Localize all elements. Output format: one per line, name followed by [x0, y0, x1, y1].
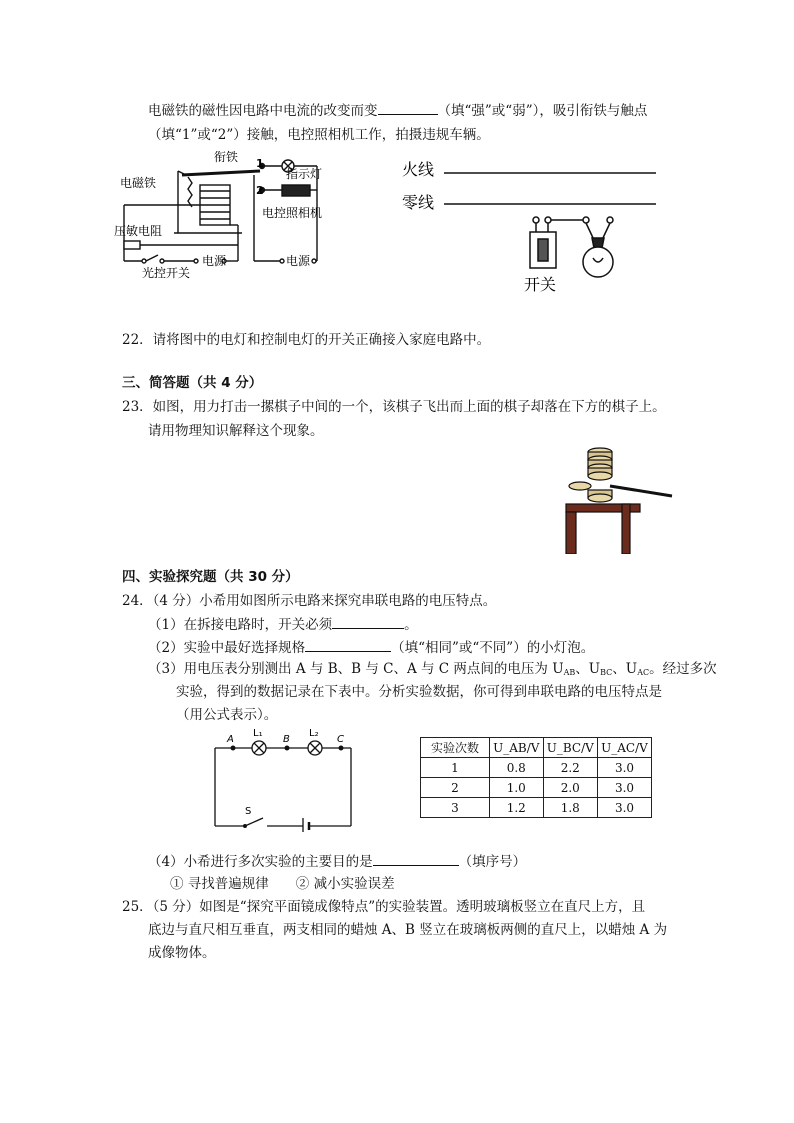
q24-intro: 24．（4 分）小希用如图所示电路来探究串联电路的电压特点。 [122, 593, 497, 609]
label-lamp-l2: L₂ [309, 728, 319, 739]
label-live-wire: 火线 [402, 160, 435, 179]
q24-options: ① 寻找普遍规律 ② 减小实验误差 [170, 876, 395, 892]
answer-blank-3[interactable] [332, 614, 404, 629]
label-point-a: A [227, 734, 234, 745]
label-lamp-l1: L₁ [253, 728, 263, 739]
label-contact-1: 1 [256, 157, 264, 170]
section-3-heading: 三、简答题（共 4 分） [122, 375, 263, 391]
label-power-left: 电源 [202, 254, 227, 268]
label-switch-s: S [245, 806, 252, 817]
label-light-switch: 光控开关 [142, 266, 191, 280]
table-row: 2 1.0 2.0 3.0 [421, 778, 652, 798]
q25-line-2: 底边与直尺相互垂直，两支相同的蜡烛 A、B 竖立在玻璃板两侧的直尺上，以蜡烛 A 为 [148, 922, 668, 938]
section-4-heading: 四、实验探究题（共 30 分） [122, 569, 299, 585]
label-varistor: 压敏电阻 [114, 224, 163, 238]
table-header-row [421, 738, 652, 758]
label-contact-2: 2 [256, 184, 264, 197]
voltage-data-table [420, 737, 652, 818]
q24-part-4: （4）小希进行多次实验的主要目的是 （填序号） [148, 851, 526, 871]
answer-blank-5[interactable] [373, 851, 459, 866]
table-header-ubc: U_BC/V [543, 738, 597, 758]
q24-part-2: （2）实验中最好选择规格 （填“相同”或“不同”）的小灯泡。 [148, 637, 594, 657]
label-switch: 开关 [524, 275, 557, 294]
label-point-c: C [337, 734, 344, 745]
q21-line-1: 电磁铁的磁性因电路中电流的改变而变 （填“强”或“弱”），吸引衔铁与触点 [148, 100, 647, 120]
figure-22-household-circuit [400, 150, 670, 315]
table-header-trial: 实验次数 [421, 738, 490, 758]
q21-line-2: （填“1”或“2”）接触，电控照相机工作，拍摄违规车辆。 [148, 127, 490, 143]
q24-part-3-line-1: （3）用电压表分别测出 A 与 B、B 与 C、A 与 C 两点间的电压为 $U_{AB}$、$U_{BC}$、$U_{AC}$。经过多次 [148, 661, 717, 677]
label-neutral-wire: 零线 [402, 193, 435, 212]
answer-blank-4[interactable] [305, 637, 391, 652]
label-armature: 衔铁 [214, 150, 239, 164]
table-row: 3 1.2 1.8 3.0 [421, 798, 652, 818]
q25-line-1: 25．（5 分）如图是“探究平面镜成像特点”的实验装置。透明玻璃板竖立在直尺上方，且 [122, 899, 646, 915]
label-power-right: 电源 [286, 254, 311, 268]
figure-23-chess-pieces [560, 442, 676, 554]
q25-line-3: 成像物体。 [148, 945, 216, 961]
label-camera: 电控照相机 [262, 206, 323, 220]
q23-line-1: 23．如图，用力打击一摞棋子中间的一个，该棋子飞出而上面的棋子却落在下方的棋子上。 [122, 399, 666, 415]
table-row: 1 0.8 2.2 3.0 [421, 758, 652, 778]
q24-part-3-line-2: 实验，得到的数据记录在下表中。分析实验数据，你可得到串联电路的电压特点是 [176, 684, 662, 700]
answer-blank-1[interactable] [378, 100, 438, 115]
q22-text: 22．请将图中的电灯和控制电灯的开关正确接入家庭电路中。 [122, 332, 491, 348]
label-point-b: B [283, 734, 290, 745]
q24-part-3-line-3: （用公式表示）。 [176, 707, 278, 723]
table-header-uab: U_AB/V [490, 738, 544, 758]
label-indicator-lamp: 指示灯 [286, 167, 323, 181]
figure-24-series-circuit [205, 728, 365, 832]
table-header-uac: U_AC/V [597, 738, 651, 758]
label-electromagnet: 电磁铁 [120, 176, 157, 190]
q24-part-1: （1）在拆接电路时，开关必须 。 [148, 614, 418, 634]
figure-21-relay-circuit [112, 145, 352, 315]
q23-line-2: 请用物理知识解释这个现象。 [148, 423, 324, 439]
